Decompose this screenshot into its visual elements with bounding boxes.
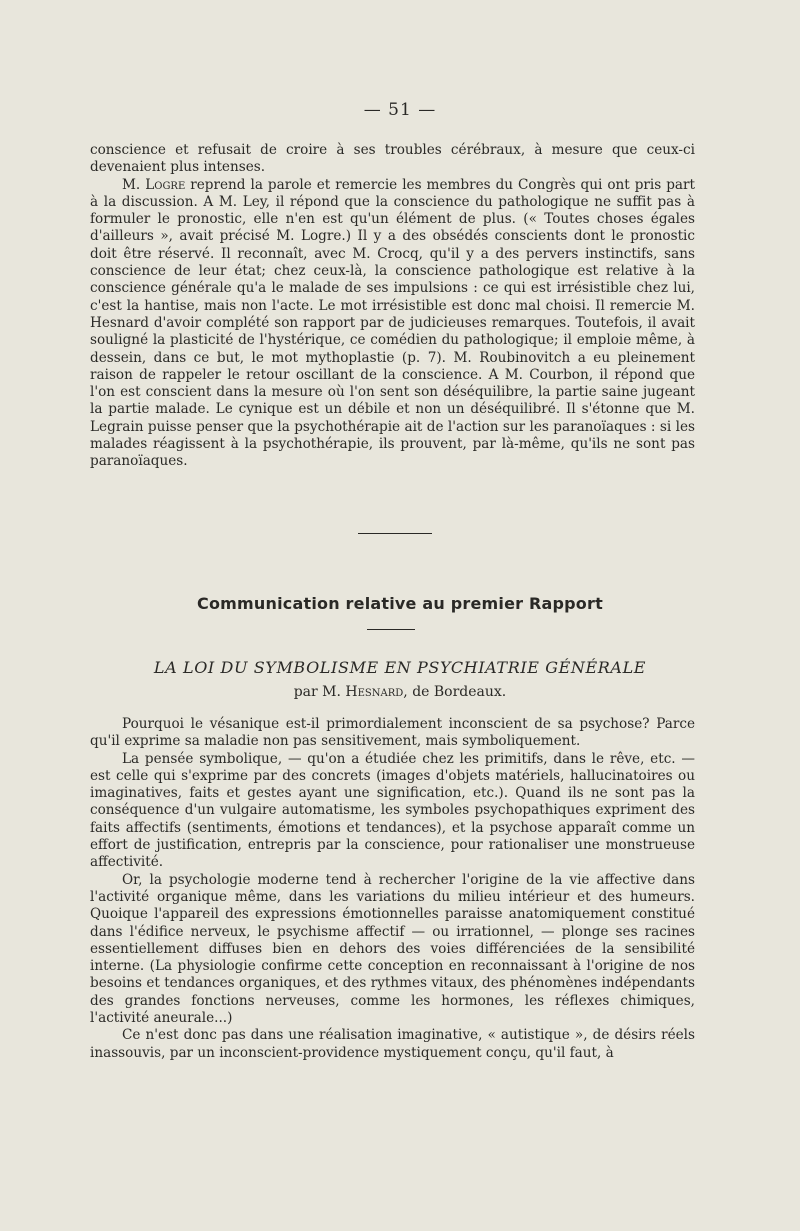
discussion-paragraph-2-text: reprend la parole et remercie les membres du Congrès qui ont pris part à la discussion. A M. Ley, il répond que la conscience du pathologique ne suffit pas à formuler le pronostic, elle n'en est qu'un élément de plus. (« Toutes choses égales d'ailleurs », avait précisé M. Logre.) Il y a des obsédés conscients dont le pronostic doit être réservé. Il reconnaît, avec M. Crocq, qu'il y a des pervers instinctifs, sans conscience de leur état; chez ceux-là, la conscience pathologique est relative à la conscience générale qu'a le malade de ses impulsions : ce qui est irrésistible chez lui, c'est la hantise, mais non l'acte. Le mot irrésistible est donc mal choisi. Il remercie M. Hesnard d'avoir complété son rapport par de judicieuses remarques. Toutefois, il avait souligné la plasticité de l'hystérique, ce comédien du pathologique; il emploie même, à dessein, dans ce but, le mot mythoplastie (p. 7). M. Roubinovitch a eu pleinement raison de rappeler le retour oscillant de la conscience. A M. Courbon, il répond que l'on est conscient dans la mesure où l'on sent son déséquilibre, la partie saine jugeant la partie malade. Le cynique est un débile et non un déséquilibré. Il s'étonne que M. Legrain puisse penser que la psychothérapie ait de l'action sur les paranoïaques : si les malades réagissent à la psychothérapie, ils prouvent, par là-même, qu'ils ne sont pas paranoïaques. — [90, 176, 695, 470]
byline-suffix: , de Bordeaux. — [403, 684, 507, 700]
article-body — [90, 716, 695, 1062]
article-byline — [0, 684, 800, 700]
heading-divider — [367, 629, 415, 630]
article-title: LA LOI DU SYMBOLISME EN PSYCHIATRIE GÉNÉRALE — [153, 658, 647, 677]
discussion-paragraph-2 — [90, 177, 695, 471]
article-paragraph-4: Ce n'est donc pas dans une réalisation imaginative, « autistique », de désirs réels inassouvis, par un inconscient-providence mystiquement conçu, qu'il faut, à — [90, 1027, 695, 1061]
article-paragraph-1: Pourquoi le vésanique est-il primordialement inconscient de sa psychose? Parce qu'il exprime sa maladie non pas sensitivement, mais symboliquement. — [90, 716, 695, 750]
author-name: Hesnard — [345, 684, 404, 700]
article-paragraph-3: Or, la psychologie moderne tend à rechercher l'origine de la vie affective dans l'activité organique même, dans les variations du milieu intérieur et des humeurs. Quoique l'appareil des expressions émotionnelles paraisse anatomiquement constitué dans l'édifice nerveux, le psychisme affectif — ou irrationnel, — plonge ses racines essentiellement diffuses bien en dehors des voies différenciées de la sensibilité interne. (La physiologie confirme cette conception en reconnaissant à l'origine de nos besoins et tendances organiques, et des rythmes vitaux, des phénomènes indépendants des grandes fonctions nerveuses, comme les hormones, les réflexes chimiques, l'activité aneurale...) — [90, 871, 695, 1027]
article-paragraph-2: La pensée symbolique, — qu'on a étudiée chez les primitifs, dans le rêve, etc. — est celle qui s'exprime par des concrets (images d'objets matériels, hallucinatoires ou imaginatives, faits et gestes ayant une signification, etc.). Quand ils ne sont pas la conséquence d'un vulgaire automatisme, les symboles psychopathiques expriment des faits affectifs (sentiments, émotions et tendances), et la psychose apparaît comme un effort de justification, entrepris par la conscience, pour rationaliser une monstrueuse affectivité. — [90, 750, 695, 871]
byline-prefix: par M. — [293, 684, 346, 700]
discussion-section — [90, 142, 695, 471]
speaker-name: M. Logre — [122, 176, 186, 193]
section-divider — [358, 533, 432, 534]
page-number: — 51 — — [363, 100, 437, 120]
discussion-paragraph-1: conscience et refusait de croire à ses troubles cérébraux, à mesure que ceux-ci devenaient plus intenses. — [90, 142, 695, 176]
section-heading: Communication relative au premier Rapport — [197, 594, 603, 613]
